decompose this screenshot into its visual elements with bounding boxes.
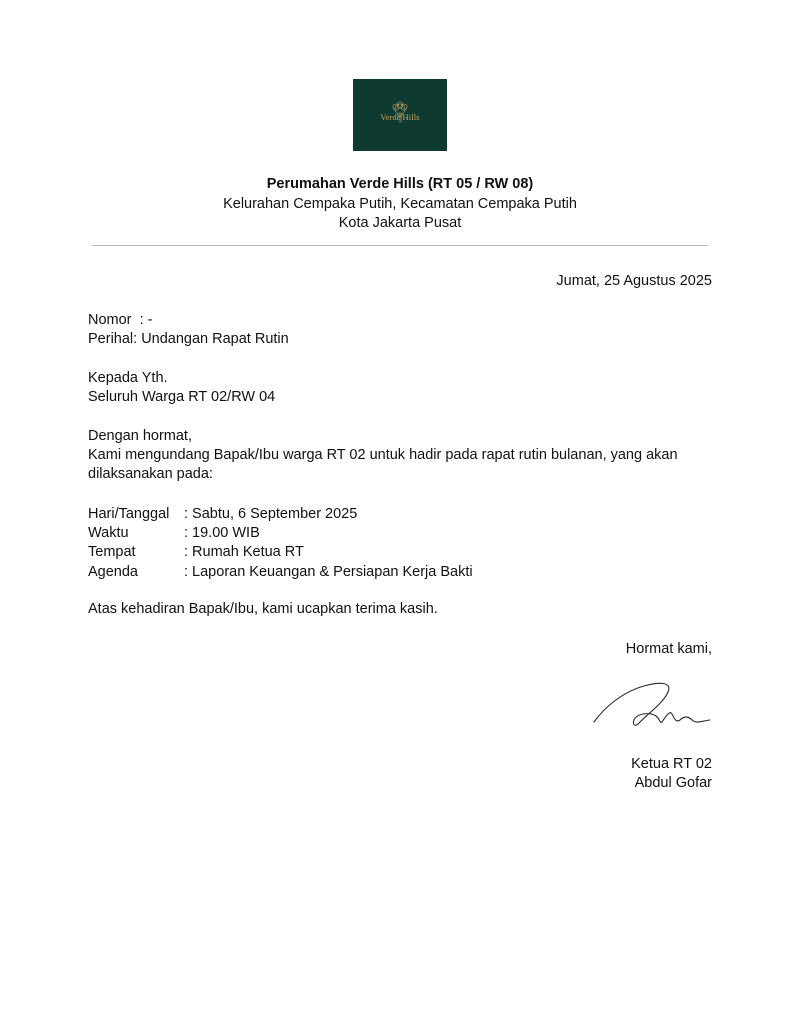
detail-label: Tempat xyxy=(88,544,136,560)
recipient-line-1: Kepada Yth. xyxy=(88,370,168,386)
header-divider xyxy=(92,245,708,246)
detail-value: : Rumah Ketua RT xyxy=(184,544,304,560)
address-line-2: Kota Jakarta Pusat xyxy=(338,215,462,231)
salutation: Hormat kami, xyxy=(625,641,712,657)
intro-line-2: dilaksanakan pada: xyxy=(88,466,213,482)
detail-row-agenda xyxy=(88,564,473,580)
nomor-label: Nomor xyxy=(88,312,132,328)
detail-value: : 19.00 WIB xyxy=(184,525,260,541)
perihal-value: : Undangan Rapat Rutin xyxy=(133,331,289,347)
letter-date: Jumat, 25 Agustus 2025 xyxy=(556,273,712,289)
org-name: Perumahan Verde Hills (RT 05 / RW 08) xyxy=(266,176,534,192)
detail-value: : Laporan Keuangan & Persiapan Kerja Bakti xyxy=(184,564,473,580)
closing-sentence: Atas kehadiran Bapak/Ibu, kami ucapkan terima kasih. xyxy=(88,601,438,617)
intro-line-1: Kami mengundang Bapak/Ibu warga RT 02 untuk hadir pada rapat rutin bulanan, yang akan xyxy=(88,447,678,463)
detail-row-time xyxy=(88,525,260,541)
detail-row-place xyxy=(88,544,304,560)
detail-row-date xyxy=(88,506,357,522)
perihal-label: Perihal xyxy=(88,331,134,347)
recipient-line-2: Seluruh Warga RT 02/RW 04 xyxy=(88,389,276,405)
address-line-1: Kelurahan Cempaka Putih, Kecamatan Cempaka Putih xyxy=(223,196,577,212)
nomor-value: : - xyxy=(139,312,153,328)
logo-wordmark: Verde|Hills xyxy=(380,112,420,122)
detail-label: Agenda xyxy=(88,564,138,580)
perihal-row xyxy=(88,331,289,347)
detail-value: : Sabtu, 6 September 2025 xyxy=(184,506,358,522)
signer-name: Abdul Gofar xyxy=(634,775,712,791)
detail-label: Hari/Tanggal xyxy=(88,506,170,522)
logo xyxy=(353,79,447,151)
nomor-row xyxy=(88,312,152,328)
signer-title: Ketua RT 02 xyxy=(631,756,712,772)
signature xyxy=(592,678,714,730)
detail-label: Waktu xyxy=(88,525,129,541)
greeting: Dengan hormat, xyxy=(88,428,192,444)
